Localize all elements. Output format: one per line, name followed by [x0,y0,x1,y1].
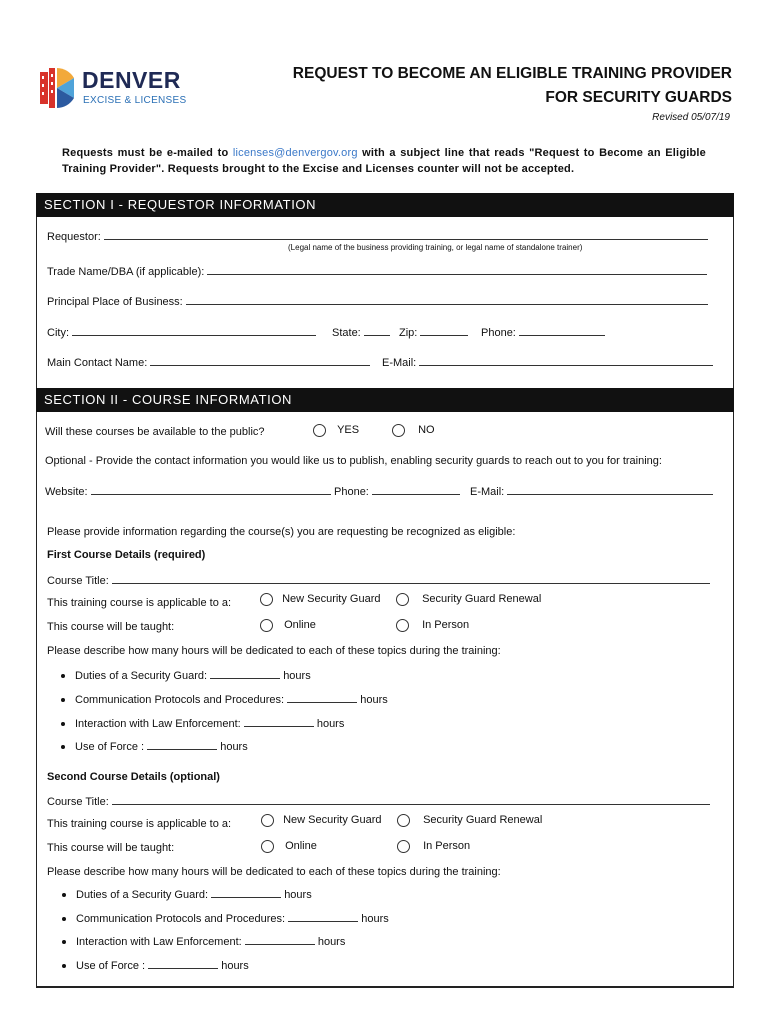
course-2-in-person-option[interactable] [397,840,470,853]
section-1-header: SECTION I - REQUESTOR INFORMATION [36,193,734,217]
course-2-duties-hours-field[interactable] [211,887,281,898]
hours-label: hours [317,936,346,948]
course-1-online-radio[interactable] [260,619,273,632]
course-1-new-guard-radio[interactable] [260,593,273,606]
notice-text-1: Requests must be e-mailed to [62,147,233,159]
course-1-renewal-option[interactable] [396,593,541,606]
zip-row [399,325,468,339]
trade-name-label: Trade Name/DBA (if applicable): [47,266,205,278]
course-2-in-person-label: In Person [423,840,471,853]
section-2-header: SECTION II - COURSE INFORMATION [36,388,734,412]
requestor-row [47,229,708,243]
course-2-heading: Second Course Details (optional) [47,771,220,783]
course-2-title-field[interactable] [112,794,710,805]
course-2-topic-communication [62,911,389,925]
city-row [47,325,316,339]
contact-email-field[interactable] [419,355,713,366]
course-1-renewal-label: Security Guard Renewal [422,593,542,606]
public-phone-row [334,484,460,498]
provide-info-text: Please provide information regarding the course(s) you are requesting be recognized as eligible: [47,526,516,538]
course-1-title-row [47,573,710,587]
topic-label: Duties of a Security Guard: [75,670,208,682]
topic-label: Interaction with Law Enforcement: [76,936,242,948]
course-2-title-label: Course Title: [47,796,109,808]
course-1-taught-label: This course will be taught: [47,621,175,633]
main-contact-row [47,355,370,369]
state-field[interactable] [364,325,390,336]
course-2-online-label: Online [285,840,317,853]
bullet-icon [61,722,65,726]
public-phone-field[interactable] [372,484,460,495]
public-no-option[interactable] [392,424,435,437]
course-1-title-label: Course Title: [47,575,109,587]
city-field[interactable] [72,325,316,336]
website-field[interactable] [91,484,331,495]
public-no-radio[interactable] [392,424,405,437]
trade-name-row [47,264,707,278]
course-2-topic-law-enforcement [62,934,345,948]
form-frame-bottom [36,986,734,988]
course-2-topic-use-of-force [62,958,249,972]
course-2-title-row [47,794,710,808]
course-1-in-person-option[interactable] [396,619,469,632]
course-2-use-of-force-hours-field[interactable] [148,958,218,969]
principal-place-label: Principal Place of Business: [47,296,183,308]
course-1-applicable-label: This training course is applicable to a: [47,597,232,609]
course-1-title-field[interactable] [112,573,710,584]
course-1-online-label: Online [284,619,316,632]
bullet-icon [61,745,65,749]
course-1-in-person-radio[interactable] [396,619,409,632]
logo-name: DENVER [82,67,181,93]
hours-label: hours [361,913,389,925]
topic-label: Duties of a Security Guard: [76,889,209,901]
website-label: Website: [45,486,88,498]
state-label: State: [332,327,361,339]
course-2-new-guard-label: New Security Guard [283,814,382,827]
hours-label: hours [221,960,249,972]
course-2-renewal-label: Security Guard Renewal [423,814,543,827]
course-1-topic-duties [61,668,311,682]
course-2-describe-text: Please describe how many hours will be dedicated to each of these topics during the training: [47,866,501,878]
course-2-new-guard-radio[interactable] [261,814,274,827]
course-2-new-guard-option[interactable] [261,814,382,827]
requestor-label: Requestor: [47,231,101,243]
bullet-icon [61,698,65,702]
course-1-describe-text: Please describe how many hours will be dedicated to each of these topics during the training: [47,645,501,657]
contact-email-row [382,355,713,369]
requestor-note: (Legal name of the business providing training, or legal name of standalone trainer) [288,243,583,252]
optional-contact-text: Optional - Provide the contact information you would like us to publish, enabling security guards to reach out to you for training: [45,455,662,467]
course-1-online-option[interactable] [260,619,316,632]
logo-subtitle: EXCISE & LICENSES [83,95,187,106]
contact-email-label: E-Mail: [382,357,417,369]
principal-place-row [47,294,708,308]
submission-notice [62,145,706,177]
course-1-law-enforcement-hours-field[interactable] [244,716,314,727]
phone-field[interactable] [519,325,605,336]
public-email-field[interactable] [507,484,713,495]
course-2-taught-label: This course will be taught: [47,842,175,854]
course-1-duties-hours-field[interactable] [210,668,280,679]
bullet-icon [62,893,66,897]
course-2-communication-hours-field[interactable] [288,911,358,922]
course-1-in-person-label: In Person [422,619,470,632]
course-1-use-of-force-hours-field[interactable] [147,739,217,750]
trade-name-field[interactable] [207,264,707,275]
public-question: Will these courses be available to the public? [45,426,265,438]
title-line-2: FOR SECURITY GUARDS [545,89,732,106]
topic-label: Use of Force : [76,960,146,972]
course-1-communication-hours-field[interactable] [287,692,357,703]
main-contact-field[interactable] [150,355,370,366]
course-2-renewal-option[interactable] [397,814,542,827]
denver-logo [40,66,200,112]
denver-logo-icon [40,66,74,110]
public-no-label: NO [418,424,435,437]
page-title [293,62,732,110]
bullet-icon [62,940,66,944]
course-2-topic-duties [62,887,312,901]
public-email-label: E-Mail: [470,486,505,498]
course-1-topic-law-enforcement [61,716,344,730]
bullet-icon [62,917,66,921]
bullet-icon [62,964,66,968]
course-1-topic-use-of-force [61,739,248,753]
title-line-1: REQUEST TO BECOME AN ELIGIBLE TRAINING PROVIDER [292,65,732,82]
topic-label: Use of Force : [75,741,145,753]
requestor-field[interactable] [104,229,708,240]
topic-label: Communication Protocols and Procedures: [75,694,285,706]
course-1-new-guard-option[interactable] [260,593,381,606]
hours-label: hours [220,741,248,753]
course-2-applicable-label: This training course is applicable to a: [47,818,232,830]
notice-text-2: with a subject line that reads "Request to Become an Eligible Training Provider". Requests brought to the Excise and Licenses counter will not be accepted. [62,147,706,175]
course-2-law-enforcement-hours-field[interactable] [245,934,315,945]
topic-label: Communication Protocols and Procedures: [76,913,286,925]
course-1-heading: First Course Details (required) [47,549,206,561]
public-yes-radio[interactable] [313,424,326,437]
public-yes-option[interactable] [313,424,359,437]
topic-label: Interaction with Law Enforcement: [75,718,241,730]
hours-label: hours [316,718,345,730]
website-row [45,484,331,498]
course-2-renewal-radio[interactable] [397,814,410,827]
course-1-topic-communication [61,692,388,706]
bullet-icon [61,674,65,678]
hours-label: hours [284,889,312,901]
state-row [332,325,390,339]
principal-place-field[interactable] [186,294,708,305]
phone-row [481,325,605,339]
notice-email-link[interactable]: licenses@denvergov.org [232,147,358,159]
course-2-online-radio[interactable] [261,840,274,853]
city-label: City: [47,327,69,339]
hours-label: hours [283,670,311,682]
public-email-row [470,484,713,498]
course-2-in-person-radio[interactable] [397,840,410,853]
course-1-renewal-radio[interactable] [396,593,409,606]
course-2-online-option[interactable] [261,840,317,853]
zip-field[interactable] [420,325,468,336]
course-1-new-guard-label: New Security Guard [282,593,381,606]
public-phone-label: Phone: [334,486,369,498]
public-yes-label: YES [337,424,360,437]
hours-label: hours [360,694,388,706]
phone-label: Phone: [481,327,516,339]
zip-label: Zip: [399,327,418,339]
revised-date: Revised 05/07/19 [652,112,730,123]
main-contact-label: Main Contact Name: [47,357,148,369]
